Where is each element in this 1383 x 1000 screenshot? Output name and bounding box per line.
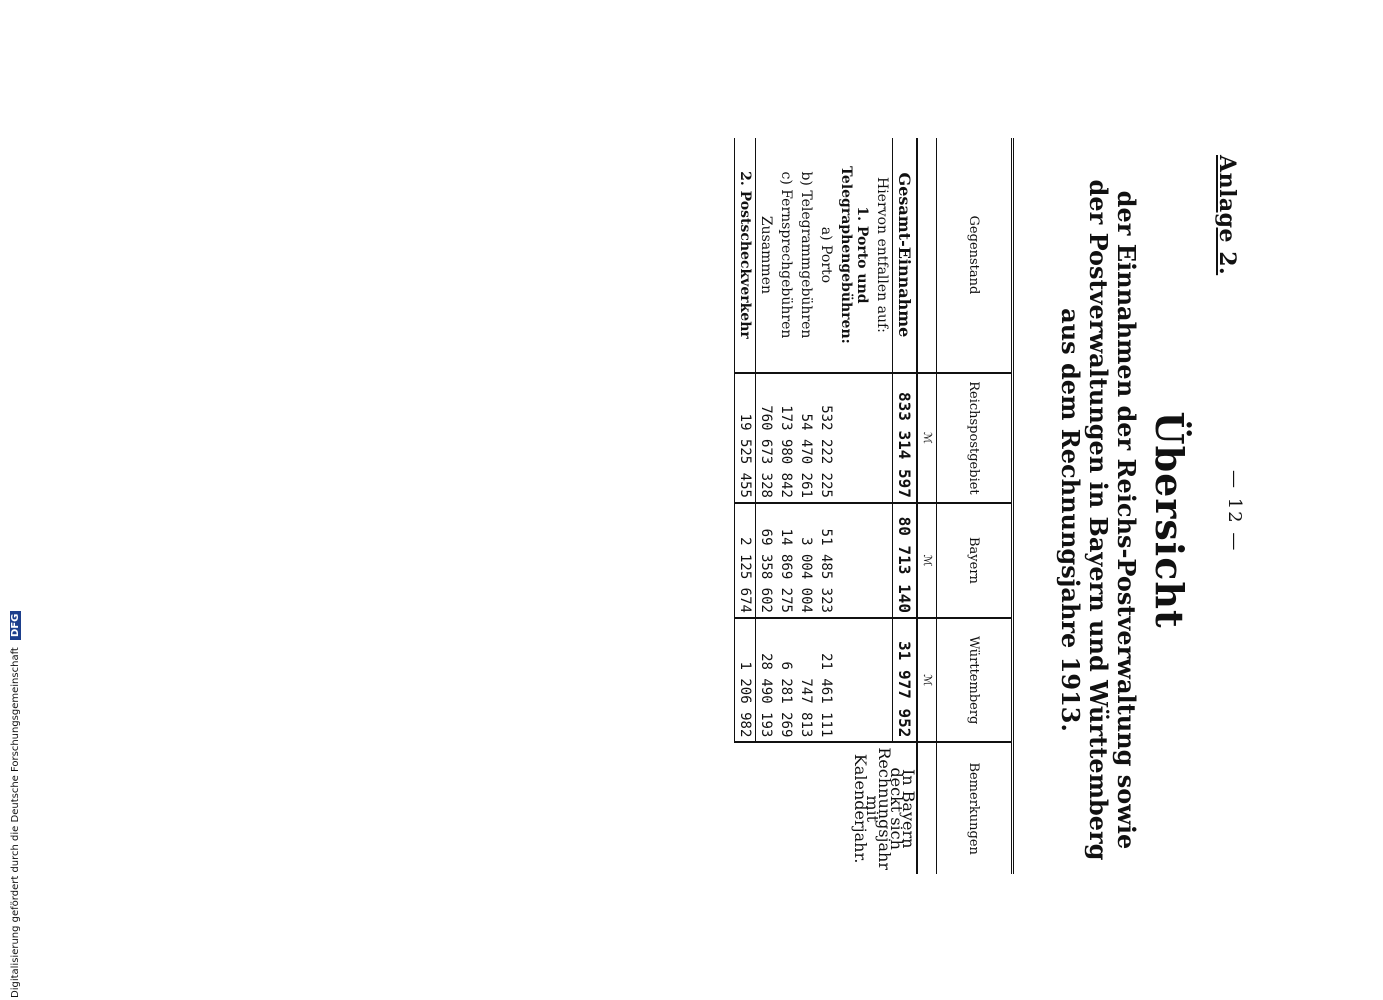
cell-bayern: 51 485 323 — [816, 503, 836, 618]
row-label: 1. Porto und Telegraphengebühren: — [836, 138, 872, 373]
document-title: Übersicht — [1147, 411, 1192, 629]
cell-reich: 19 525 455 — [735, 373, 756, 503]
cell-empty — [796, 742, 816, 874]
table-row-fernsprech — [776, 138, 796, 874]
table-row-gesamt — [893, 138, 918, 874]
cell-empty — [756, 742, 777, 874]
row-label: c) Fernsprechgebühren — [776, 138, 796, 373]
header-gegenstand: Gegenstand — [937, 138, 1013, 373]
cell-reich: 760 673 328 — [756, 373, 777, 503]
unit-bayern: ℳ — [917, 503, 937, 618]
cell-empty — [836, 373, 872, 503]
cell-empty — [816, 742, 836, 874]
unit-reich: ℳ — [917, 373, 937, 503]
header-bemerkungen: Bemerkungen — [937, 742, 1013, 874]
dfg-footer — [10, 611, 21, 998]
cell-empty — [872, 503, 893, 618]
cell-wuerttemberg: 6 281 269 — [776, 618, 796, 742]
footer-text: Digitalisierung gefördert durch die Deutsche Forschungsgemeinschaft — [10, 647, 21, 998]
header-bayern: Bayern — [937, 503, 1013, 618]
cell-wuerttemberg: 21 461 111 — [816, 618, 836, 742]
cell-bayern: 80 713 140 — [893, 503, 918, 618]
row-label: Hiervon entfallen auf: — [872, 138, 893, 373]
revenue-table — [734, 138, 1014, 874]
unit-bemerkungen-empty — [917, 742, 937, 874]
table-row-telegramm — [796, 138, 816, 874]
row-label: a) Porto — [816, 138, 836, 373]
cell-bayern: 3 004 004 — [796, 503, 816, 618]
cell-bayern: 14 869 275 — [776, 503, 796, 618]
table-row-zusammen — [756, 138, 777, 874]
dfg-logo: DFG — [10, 611, 21, 640]
table-row-postscheck — [735, 138, 756, 874]
cell-wuerttemberg: 1 206 982 — [735, 618, 756, 742]
cell-empty — [735, 742, 756, 874]
cell-empty — [836, 503, 872, 618]
cell-empty — [776, 742, 796, 874]
rotated-document — [590, 130, 1245, 910]
remark-note: In Bayern deckt sich Rechnungsjahr mit Kalenderjahr. — [851, 747, 918, 870]
cell-reich: 833 314 597 — [893, 373, 918, 503]
subtitle-line-1: der Einnahmen der Reichs-Postverwaltung sowie — [1112, 190, 1141, 850]
unit-wuerttemberg: ℳ — [917, 618, 937, 742]
appendix-label: Anlage 2. — [1214, 155, 1240, 276]
subtitle-line-2: der Postverwaltungen in Bayern und Württemberg — [1084, 179, 1113, 861]
row-label: Zusammen — [756, 138, 777, 373]
page-number: — 12 — — [1224, 470, 1245, 553]
header-reichspostgebiet: Reichspostgebiet — [937, 373, 1013, 503]
cell-bayern: 69 358 602 — [756, 503, 777, 618]
row-label: 2. Postscheckverkehr — [735, 138, 756, 373]
cell-wuerttemberg: 28 490 193 — [756, 618, 777, 742]
cell-empty — [872, 618, 893, 742]
cell-wuerttemberg: 747 813 — [796, 618, 816, 742]
unit-empty — [917, 138, 937, 373]
cell-reich: 54 470 261 — [796, 373, 816, 503]
cell-reich: 173 980 842 — [776, 373, 796, 503]
cell-empty — [836, 618, 872, 742]
cell-empty — [872, 373, 893, 503]
subtitle-line-3: aus dem Rechnungsjahre 1913. — [1056, 308, 1085, 732]
row-label: Gesamt-Einnahme — [893, 138, 918, 373]
cell-bayern: 2 125 674 — [735, 503, 756, 618]
cell-wuerttemberg: 31 977 952 — [893, 618, 918, 742]
table-row-porto — [816, 138, 836, 874]
row-label: b) Telegrammgebühren — [796, 138, 816, 373]
header-wuerttemberg: Württemberg — [937, 618, 1013, 742]
cell-reich: 532 222 225 — [816, 373, 836, 503]
